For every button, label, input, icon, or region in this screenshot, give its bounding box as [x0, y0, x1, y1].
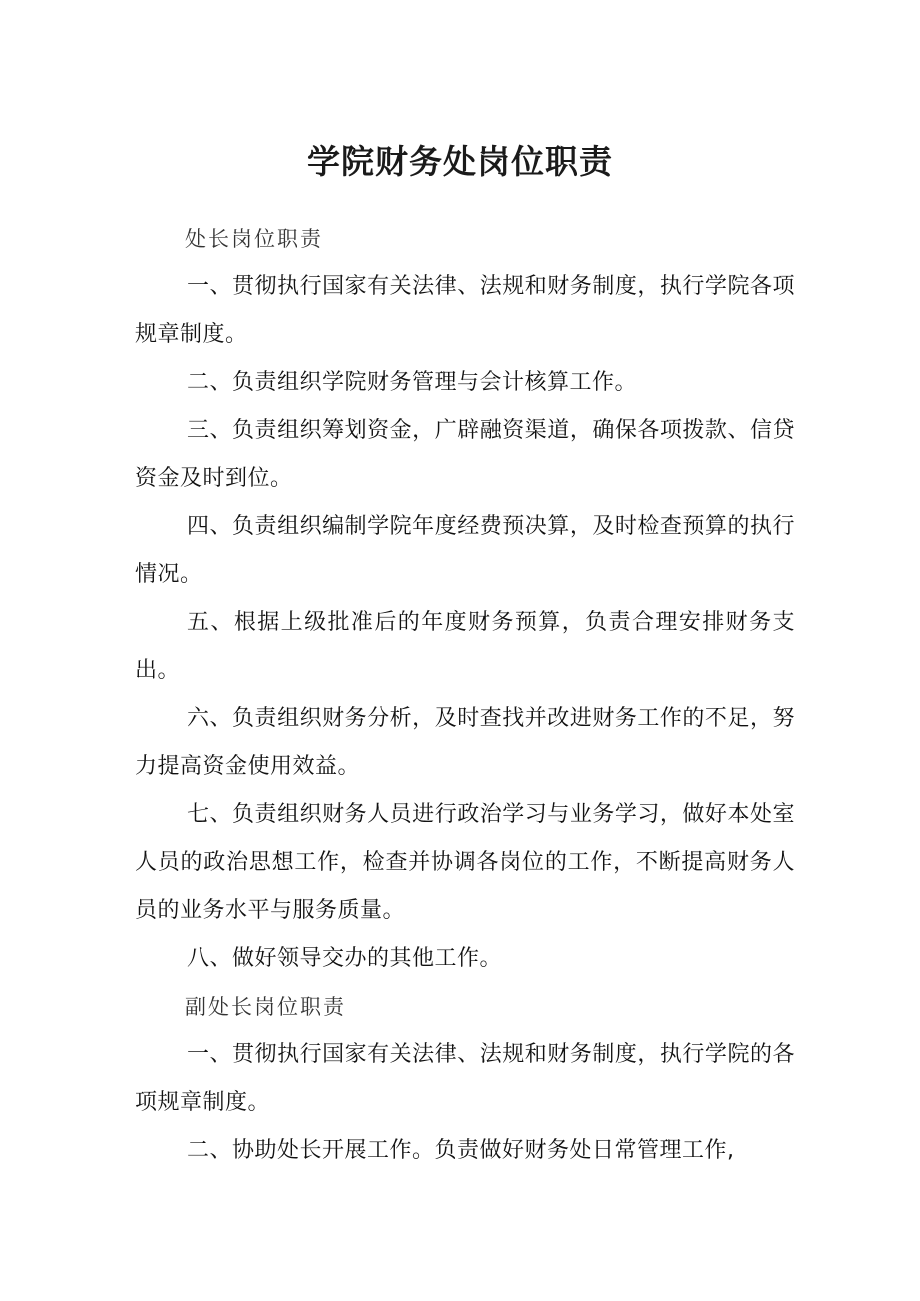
director-duty-5: 五、根据上级批准后的年度财务预算，负责合理安排财务支出。: [135, 610, 795, 683]
director-duty-2: 二、负责组织学院财务管理与会计核算工作。: [187, 370, 638, 395]
director-duty-8: 八、做好领导交办的其他工作。: [187, 946, 503, 971]
section-heading-director: 处长岗位职责: [185, 227, 323, 251]
director-duty-1: 一、贯彻执行国家有关法律、法规和财务制度，执行学院各项规章制度。: [135, 274, 795, 347]
director-duty-7: 七、负责组织财务人员进行政治学习与业务学习，做好本处室人员的政治思想工作，检查并协调各岗位的工作，不断提高财务人员的业务水平与服务质量。: [135, 802, 795, 923]
deputy-duty-2: 二、协助处长开展工作。负责做好财务处日常管理工作,: [187, 1138, 735, 1163]
director-duty-6: 六、负责组织财务分析，及时查找并改进财务工作的不足，努力提高资金使用效益。: [135, 706, 795, 779]
section-heading-deputy-director: 副处长岗位职责: [185, 995, 346, 1019]
director-duty-4: 四、负责组织编制学院年度经费预决算，及时检查预算的执行情况。: [135, 514, 795, 587]
document-body: [135, 215, 795, 1175]
deputy-duty-1: 一、贯彻执行国家有关法律、法规和财务制度，执行学院的各项规章制度。: [135, 1042, 795, 1115]
document-title: 学院财务处岗位职责: [307, 142, 613, 181]
director-duty-3: 三、负责组织筹划资金，广辟融资渠道，确保各项拨款、信贷资金及时到位。: [135, 418, 795, 491]
